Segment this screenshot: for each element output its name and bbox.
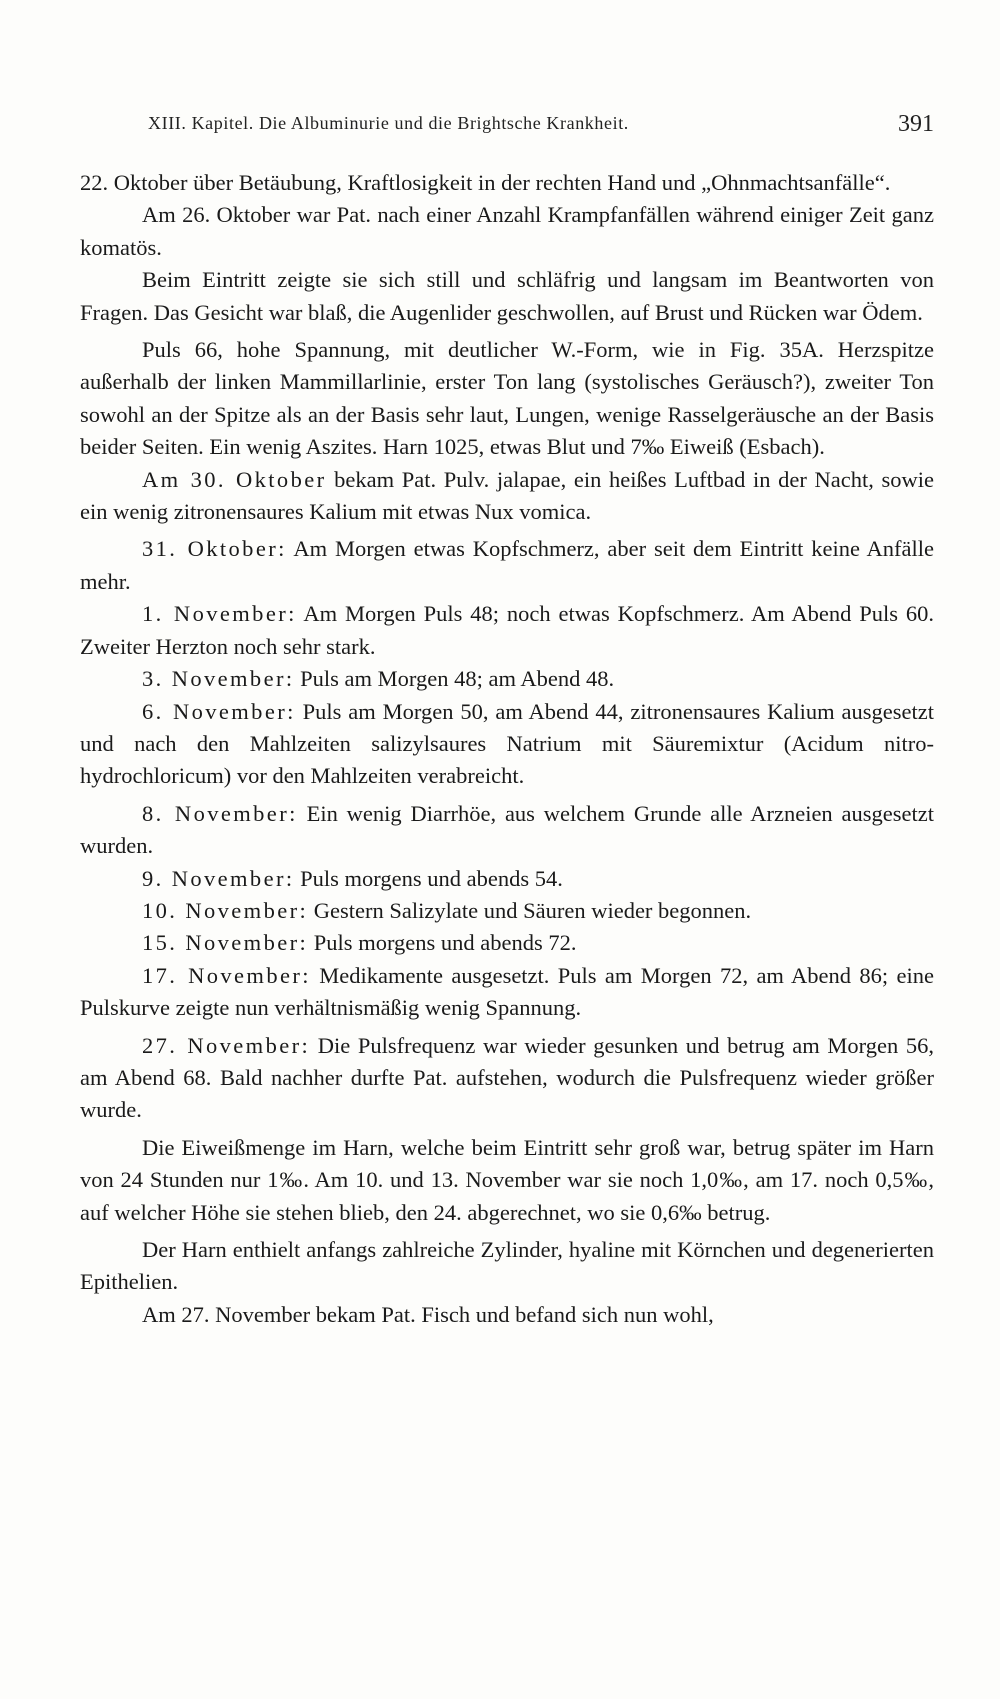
entry-date: 9. November: bbox=[142, 865, 295, 891]
entry-date: 1. November: bbox=[142, 601, 297, 627]
paragraph: Beim Eintritt zeigte sie sich still und schläfrig und langsam im Beantworten von Fragen. Das Gesicht war blaß, die Augenlider geschwollen, auf Brust und Rücken war Ödem. bbox=[80, 267, 934, 325]
entry-date: 8. November: bbox=[142, 800, 298, 826]
entry-date: 10. November: bbox=[142, 897, 309, 923]
running-title: XIII. Kapitel. Die Albuminurie und die Brightsche Krankheit. bbox=[148, 113, 629, 133]
body-text bbox=[80, 167, 934, 1331]
entry-date: 15. November: bbox=[142, 930, 309, 956]
entry-date: 31. Oktober: bbox=[142, 536, 287, 562]
paragraph: 6. November: Puls am Morgen 50, am Abend 44, zitronensaures Kalium ausgesetzt und nach den Mahlzeiten salizylsaures Natrium mit Säuremixtur (Acidum nitro-hydrochloricum) vor den Mahlzeiten verabreicht. bbox=[80, 698, 934, 789]
paragraph: 22. Oktober über Betäubung, Kraftlosigkeit in der rechten Hand und „Ohnmachtsanfälle“. bbox=[80, 170, 891, 195]
paragraph: 1. November: Am Morgen Puls 48; noch etwas Kopfschmerz. Am Abend Puls 60. Zweiter Herzton noch sehr stark. bbox=[80, 601, 934, 659]
paragraph: Am 26. Oktober war Pat. nach einer Anzahl Krampfanfällen während einiger Zeit ganz komatös. bbox=[80, 202, 934, 260]
paragraph: Am 27. November bekam Pat. Fisch und befand sich nun wohl, bbox=[142, 1301, 714, 1327]
paragraph: Die Eiweißmenge im Harn, welche beim Eintritt sehr groß war, betrug später im Harn von 24 Stunden nur 1‰. Am 10. und 13. November war sie noch 1,0‰, am 17. noch 0,5‰, auf welcher Höhe sie stehen blieb, den 24. abgerechnet, wo sie 0,6‰ betrug. bbox=[80, 1134, 934, 1225]
entry-date: 6. November: bbox=[142, 698, 296, 724]
paragraph: 17. November: Medikamente ausgesetzt. Puls am Morgen 72, am Abend 86; eine Pulskurve zeigte nun verhältnismäßig wenig Spannung. bbox=[80, 962, 934, 1021]
running-head bbox=[80, 113, 934, 149]
paragraph: 8. November: Ein wenig Diarrhöe, aus welchem Grunde alle Arzneien ausgesetzt wurden. bbox=[80, 800, 934, 859]
paragraph: 10. November: Gestern Salizylate und Säuren wieder begonnen. bbox=[142, 897, 752, 923]
paragraph: 15. November: Puls morgens und abends 72. bbox=[142, 930, 577, 956]
entry-date: 27. November: bbox=[142, 1032, 311, 1058]
paragraph: Puls 66, hohe Spannung, mit deutlicher W.-Form, wie in Fig. 35A. Herzspitze außerhalb der linken Mammillarlinie, erster Ton lang (systolisches Geräusch?), zweiter Ton sowohl an der Spitze als an der Basis sehr laut, Lungen, wenige Rasselgeräusche an der Basis beider Seiten. Ein wenig Aszites. Harn 1025, etwas Blut und 7‰ Eiweiß (Esbach). bbox=[80, 337, 934, 460]
entry-date: 17. November: bbox=[142, 962, 311, 988]
paragraph: Am 30. Oktober bekam Pat. Pulv. jalapae, ein heißes Luftbad in der Nacht, sowie ein wenig zitronensaures Kalium mit etwas Nux vomica. bbox=[80, 466, 934, 525]
page-number: 391 bbox=[898, 111, 934, 137]
entry-date: 3. November: bbox=[142, 666, 295, 692]
paragraph: Der Harn enthielt anfangs zahlreiche Zylinder, hyaline mit Körnchen und degenerierten Epithelien. bbox=[80, 1237, 934, 1295]
paragraph: 9. November: Puls morgens und abends 54. bbox=[142, 865, 563, 891]
paragraph: 27. November: Die Pulsfrequenz war wieder gesunken und betrug am Morgen 56, am Abend 68. Bald nachher durfte Pat. aufstehen, wodurch die Pulsfrequenz wieder größer wurde. bbox=[80, 1032, 934, 1123]
entry-date: Am 30. Oktober bbox=[142, 466, 327, 492]
paragraph: 3. November: Puls am Morgen 48; am Abend 48. bbox=[142, 666, 615, 692]
paragraph: 31. Oktober: Am Morgen etwas Kopfschmerz, aber seit dem Eintritt keine Anfälle mehr. bbox=[80, 536, 935, 594]
